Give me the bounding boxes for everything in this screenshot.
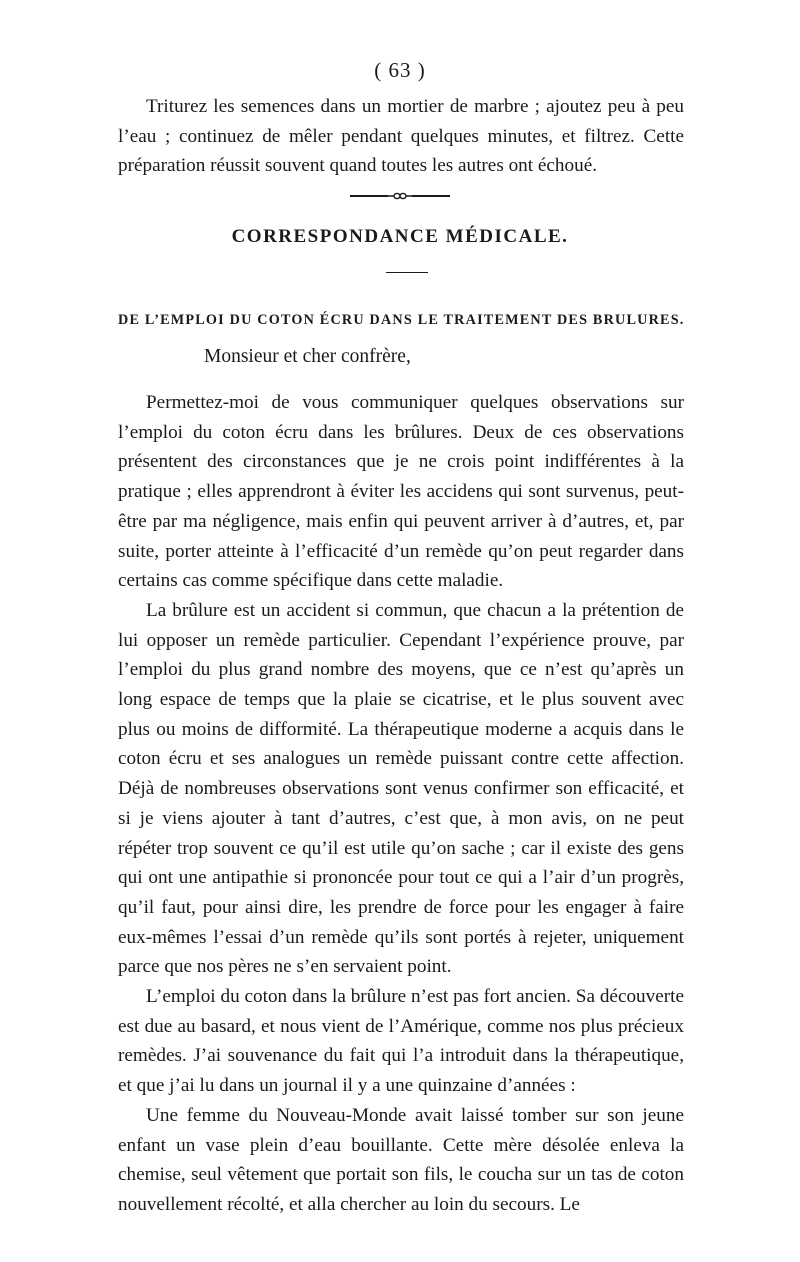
section-title: CORRESPONDANCE MÉDICALE. xyxy=(231,226,569,247)
short-rule xyxy=(386,272,428,273)
paragraph: L’emploi du coton dans la brûlure n’est pas fort ancien. Sa découverte est due au basard, et nous vient de l’Amérique, comme nos plus précieux remèdes. J’ai souvenance du fait qui l’a introduit dans la thérapeutique, et que j’ai lu dans un journal il y a une quinzaine d’années : xyxy=(118,986,684,1097)
article-title: DE L’EMPLOI DU COTON ÉCRU DANS LE TRAITEMENT DES BRULURES. xyxy=(118,312,685,328)
paragraph: Permettez-moi de vous communiquer quelques observations sur l’emploi du coton écru dans les brûlures. Deux de ces observations présentent des circonstances que je ne crois point indifférentes à la pratique ; elles apprendront à éviter les accidens qui sont survenus, peut-être par ma négligence, mais enfin qui peuvent arriver à d’autres, et, par suite, porter atteinte à l’efficacité d’un remède qu’on peut regarder dans certains cas comme spécifique dans cette maladie. xyxy=(118,392,684,592)
divider-line-right xyxy=(412,195,450,197)
page-number: ( 63 ) xyxy=(374,58,426,82)
paragraph: La brûlure est un accident si commun, que chacun a la prétention de lui opposer un remède particulier. Cependant l’expérience prouve, par l’emploi du plus grand nombre des moyens, que ce n’est qu’après un long espace de temps que la plaie se cicatrise, et le plus souvent avec plus ou moins de difformité. La thérapeutique moderne a acquis dans le coton écru et ses analogues un remède puissant contre cette affection. Déjà de nombreuses observations sont venus confirmer son efficacité, et si je viens ajouter à tant d’autres, c’est que, à mon avis, on ne peut répéter trop souvent ce qu’il est utile qu’on sache ; car il existe des gens qui ont une antipathie si prononcée pour tout ce qui a l’air d’un progrès, qu’il faut, pour ainsi dire, les prendre de force pour les engager à faire eux-mêmes l’essai d’un remède qu’ils sont portés à rejeter, uniquement parce que nos pères ne s’en servaient point. xyxy=(118,599,684,978)
intro-paragraph: Triturez les semences dans un mortier de marbre ; ajoutez peu à peu l’eau ; continuez de mêler pendant quelques minutes, et filtrez. Cette préparation réussit souvent quand toutes les autres ont échoué. xyxy=(118,96,684,177)
salutation: Monsieur et cher confrère, xyxy=(204,346,411,367)
body-text xyxy=(118,388,684,1220)
divider-ornament-icon xyxy=(388,192,412,200)
intro-text xyxy=(118,92,684,181)
divider-line-left xyxy=(350,195,388,197)
ornamental-divider xyxy=(0,192,800,200)
paragraph: Une femme du Nouveau-Monde avait laissé tomber sur son jeune enfant un vase plein d’eau bouillante. Cette mère désolée enleva la chemise, seul vêtement que portait son fils, le coucha sur un tas de coton nouvellement récolté, et alla chercher au loin du secours. Le xyxy=(118,1104,684,1215)
